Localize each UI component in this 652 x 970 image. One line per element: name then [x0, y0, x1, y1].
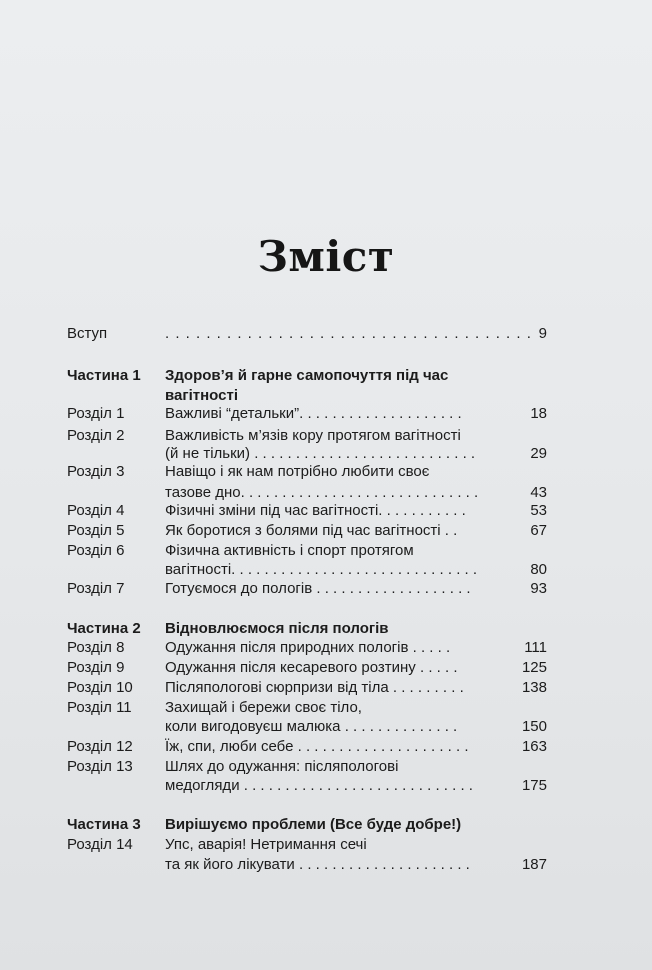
page-title: Зміст: [257, 232, 395, 281]
entry-title-line-1: Навіщо і як нам потрібно любити своє: [165, 463, 430, 480]
entry-page: 29: [530, 445, 547, 462]
entry-page: 43: [530, 484, 547, 501]
entry-label: Розділ 2: [67, 427, 125, 444]
entry-page: 138: [521, 679, 547, 696]
entry-title-line-2: вагітності. . . . . . . . . . . . . . . . . . . . . . . . . . . . . .: [165, 561, 478, 578]
entry-title-line-2: та як його лікувати . . . . . . . . . . . . . . . . . . . . .: [165, 856, 470, 873]
entry-page: 187: [521, 856, 547, 873]
entry-title-line-2: медогляди . . . . . . . . . . . . . . . . . . . . . . . . . . . .: [165, 777, 473, 794]
entry-title-line-1: Захищай і бережи своє тіло,: [165, 699, 362, 716]
entry-label: Розділ 13: [67, 758, 133, 775]
entry-label: Розділ 7: [67, 580, 125, 597]
entry-page: 150: [521, 718, 547, 735]
entry-label: Розділ 3: [67, 463, 125, 480]
entry-label: Розділ 9: [67, 659, 125, 676]
entry-title: Післяпологові сюрпризи від тіла . . . . . . . . .: [165, 679, 464, 696]
entry-title-line-1: Фізична активність і спорт протягом: [165, 542, 414, 559]
entry-page: 163: [521, 738, 547, 755]
entry-page: 93: [530, 580, 547, 597]
entry-label: Розділ 14: [67, 836, 133, 853]
entry-label: Розділ 4: [67, 502, 125, 519]
entry-label: Розділ 8: [67, 639, 125, 656]
entry-title-line-1: Упс, аварія! Нетримання сечі: [165, 836, 367, 853]
entry-page: 9: [538, 325, 547, 342]
part-label: Частина 2: [67, 620, 141, 637]
entry-page: 18: [530, 405, 547, 422]
entry-page: 125: [521, 659, 547, 676]
entry-page: 175: [521, 777, 547, 794]
entry-title: Одужання після кесаревого розтину . . . . .: [165, 659, 458, 676]
entry-page: 53: [530, 502, 547, 519]
entry-label: Розділ 11: [67, 699, 132, 716]
part-title: Відновлюємося після пологів: [165, 620, 389, 637]
entry-title: Фізичні зміни під час вагітності. . . . . . . . . . .: [165, 502, 466, 519]
part-label: Частина 1: [67, 367, 141, 384]
entry-title-line-1: Важливість м’язів кору протягом вагітності: [165, 427, 461, 444]
entry-label: Розділ 5: [67, 522, 125, 539]
entry-title: Їж, спи, люби себе . . . . . . . . . . . . . . . . . . . . .: [165, 738, 469, 755]
entry-page: 67: [530, 522, 547, 539]
entry-title: Готуємося до пологів . . . . . . . . . . . . . . . . . . .: [165, 580, 471, 597]
part-title: Вирішуємо проблеми (Все буде добре!): [165, 816, 462, 833]
entry-label: Розділ 12: [67, 738, 133, 755]
entry-label: Розділ 6: [67, 542, 125, 559]
entry-page: 80: [530, 561, 547, 578]
entry-title: . . . . . . . . . . . . . . . . . . . . . . . . . . . . . . . . . . . .: [165, 325, 532, 342]
part-title-line-1: Здоров’я й гарне самопочуття під час: [165, 367, 449, 384]
entry-label: Вступ: [67, 325, 108, 342]
part-label: Частина 3: [67, 816, 141, 833]
entry-label: Розділ 1: [67, 405, 125, 422]
part-title-line-2: вагітності: [165, 387, 239, 404]
entry-label: Розділ 10: [67, 679, 133, 696]
entry-title: Важливі “детальки”. . . . . . . . . . . . . . . . . . . .: [165, 405, 462, 422]
entry-page: 111: [524, 639, 547, 656]
entry-title: Одужання після природних пологів . . . . .: [165, 639, 451, 656]
entry-title-line-2: тазове дно. . . . . . . . . . . . . . . . . . . . . . . . . . . . .: [165, 484, 479, 501]
entry-title: Як боротися з болями під час вагітності . .: [165, 522, 458, 539]
entry-title-line-2: коли вигодовуєш малюка . . . . . . . . . . . . . .: [165, 718, 458, 735]
entry-title-line-1: Шлях до одужання: післяпологові: [165, 758, 399, 775]
entry-title-line-2: (й не тільки) . . . . . . . . . . . . . . . . . . . . . . . . . . .: [165, 445, 476, 462]
